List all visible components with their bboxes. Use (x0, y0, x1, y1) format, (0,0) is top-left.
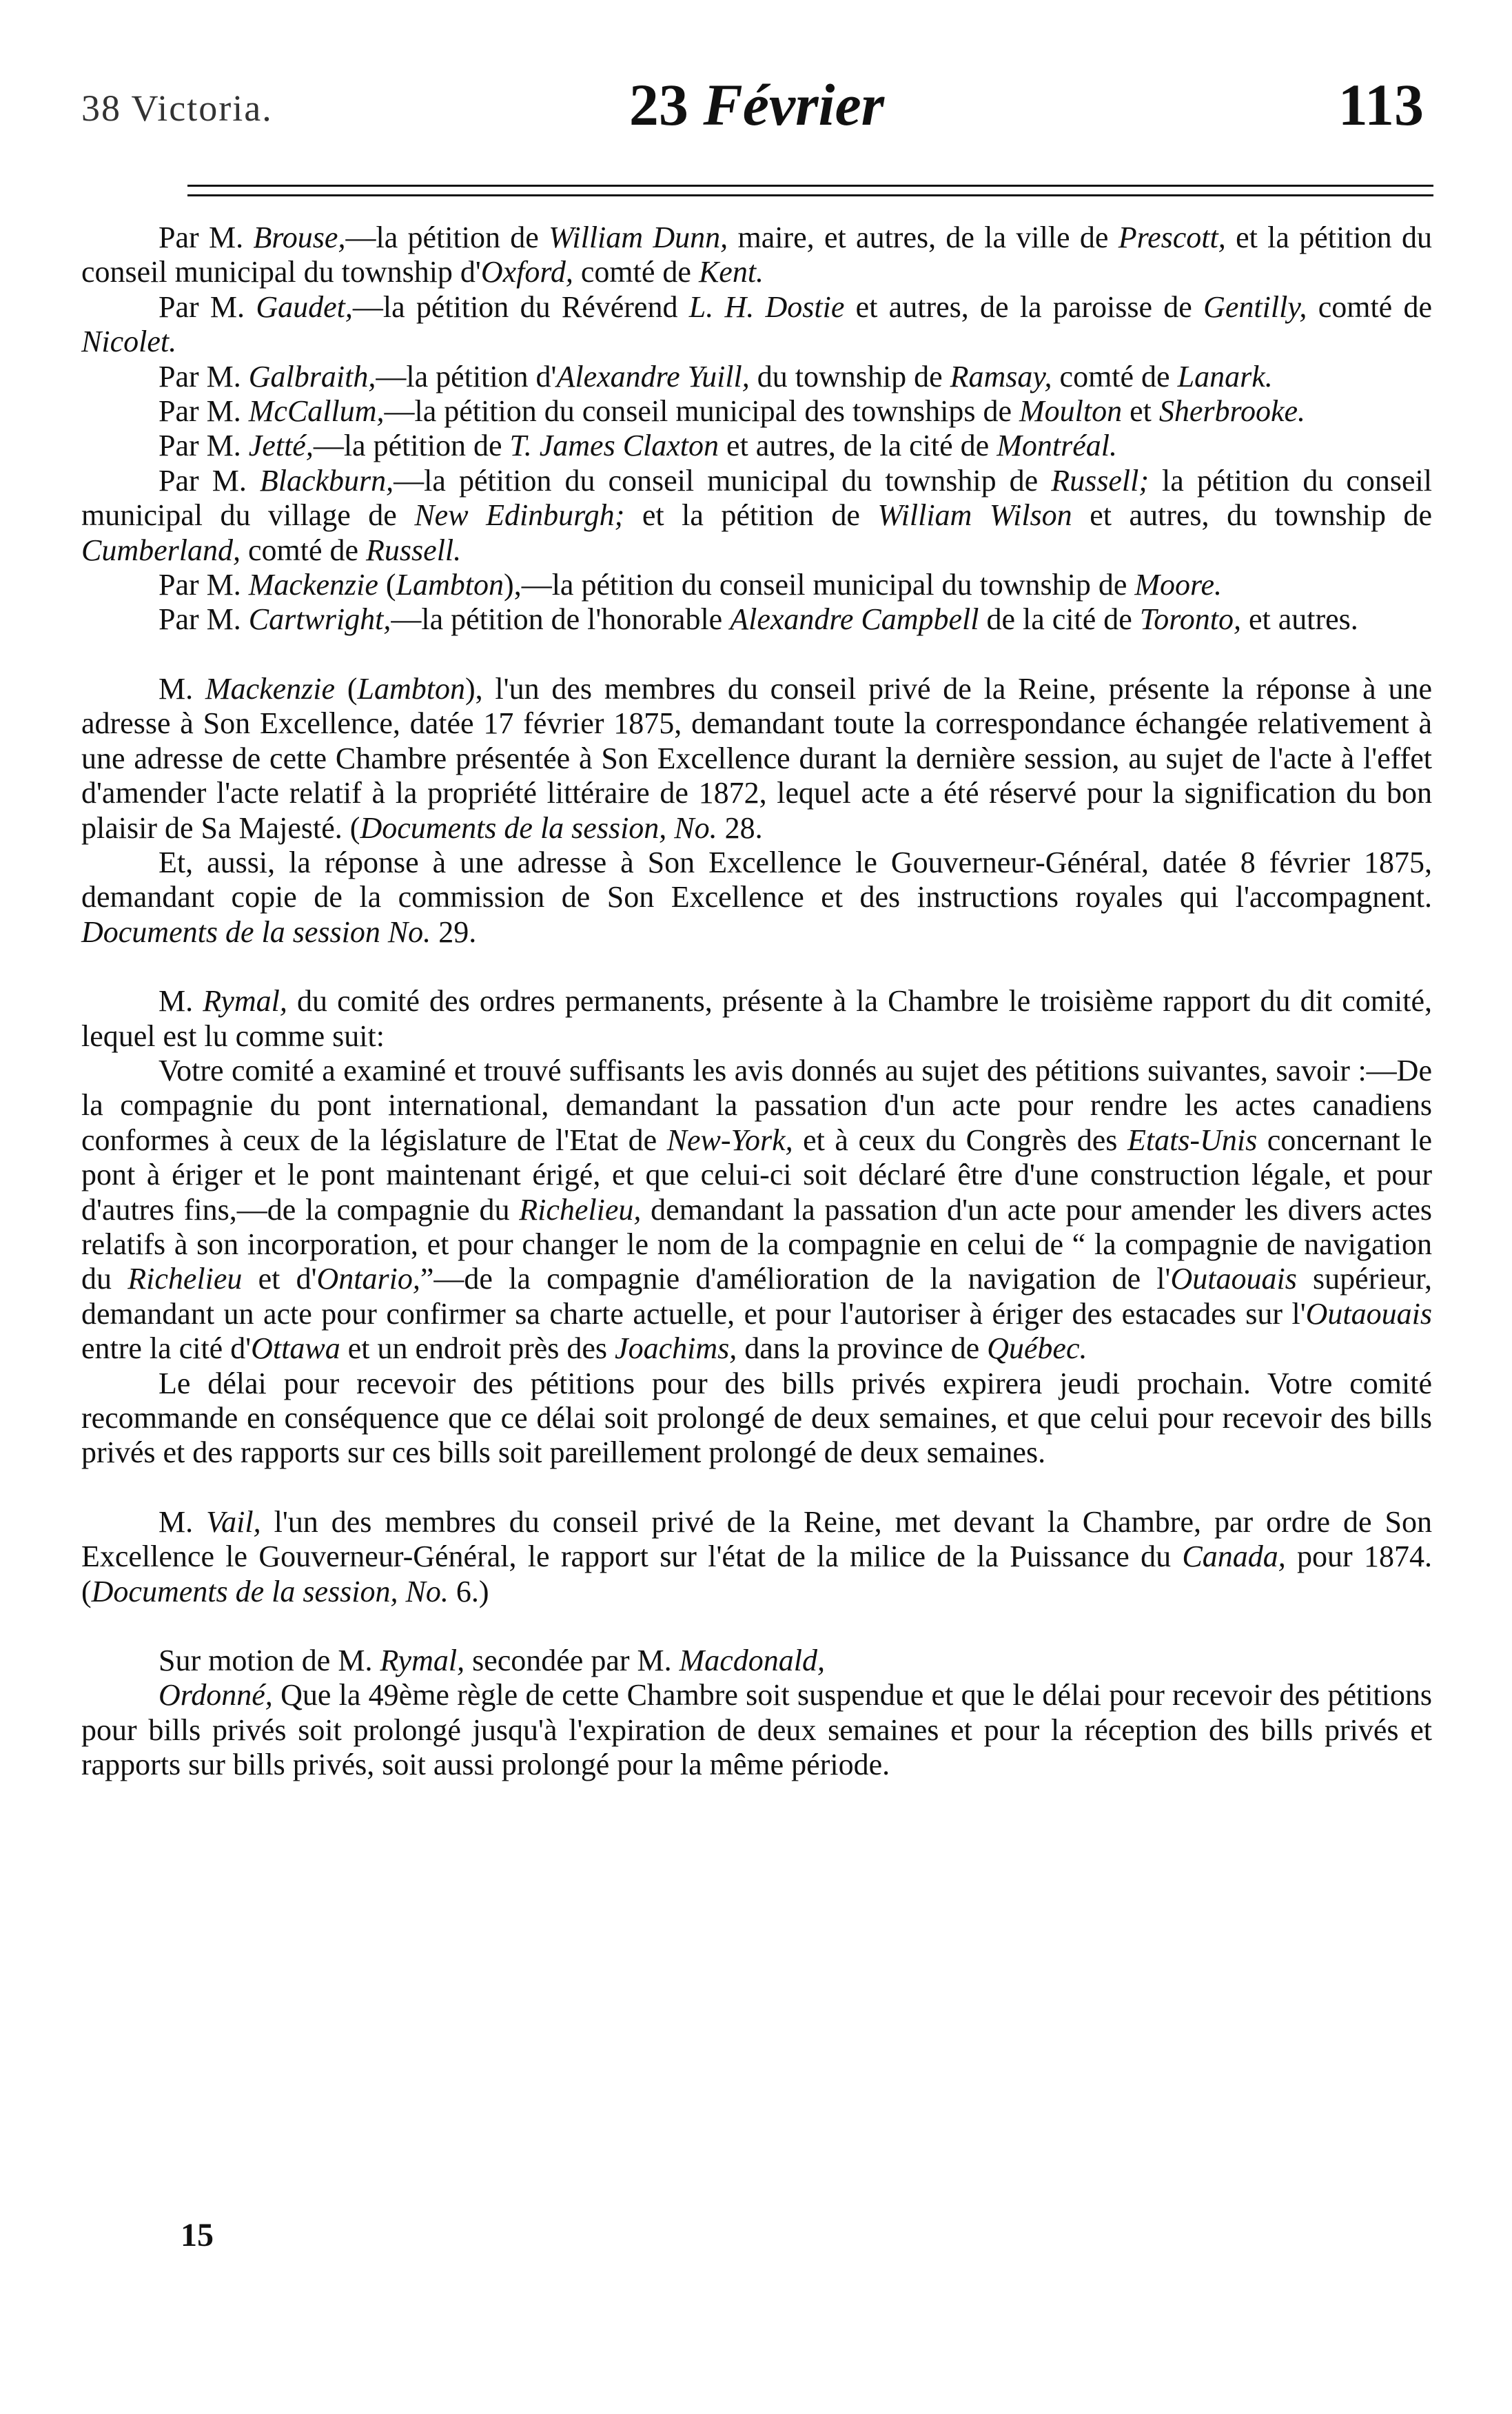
italic-name: Blackburn, (259, 463, 394, 498)
date-month: Février (703, 72, 885, 138)
paragraph: Par M. Cartwright,—la pétition de l'honorable Alexandre Campbell de la cité de Toronto, et autres. (159, 602, 1358, 637)
paragraph: M. Rymal, du comité des ordres permanents, présente à la Chambre le troisième rapport du dit comité, lequel est lu comme suit: (81, 984, 1432, 1053)
italic-name: Cumberland, (81, 533, 241, 567)
paragraph: Votre comité a examiné et trouvé suffisants les avis donnés au sujet des pétitions suivantes, savoir :—De la compagnie du pont international, demandant la passation d'un acte pour rendre les actes canadiens conformes à ceux de la législature de l'Etat de New-York, et à ceux du Congrès des Etats-Unis concernant le pont à ériger et le pont maintenant érigé, et que celui-ci soit déclaré être d'une construction légale, et pour d'autres fins,—de la compagnie du Richelieu, demandant la passation d'un acte pour amender les divers actes relatifs à son incorporation, et pour changer le nom de la compagnie en celui de “ la compagnie de navigation du Richelieu et d'Ontario,”—de la compagnie d'amélioration de la navigation de l'Outaouais supérieur, demandant un acte pour confirmer sa charte actuelle, et pour l'autoriser à ériger des estacades sur l'Outaouais entre la cité d'Ottawa et un endroit près des Joachims, dans la province de Québec. (81, 1053, 1433, 1366)
italic-name: William Wilson (877, 498, 1072, 533)
paragraph: Par M. Blackburn,—la pétition du conseil municipal du township de Russell; la pétition du conseil municipal du village de New Edinburgh; et la pétition de William Wilson et autres, du township de Cumberland, comté de Russell. (81, 463, 1432, 567)
italic-name: Ordonné, (159, 1678, 273, 1712)
paragraph: Et, aussi, la réponse à une adresse à Son Excellence le Gouverneur-Général, datée 8 février 1875, demandant copie de la commission de Son Excellence et des instructions royales qui l'accompagnent. Documents de la session No. 29. (81, 845, 1432, 949)
italic-name: Lanark. (1177, 359, 1273, 393)
page-body (81, 221, 1432, 1783)
italic-name: Lambton (357, 671, 465, 706)
paragraph: Par M. Gaudet,—la pétition du Révérend L. H. Dostie et autres, de la paroisse de Gentilly, comté de Nicolet. (81, 289, 1433, 359)
italic-name: New-York, (666, 1123, 793, 1157)
paragraph: Par M. Galbraith,—la pétition d'Alexandre Yuill, du township de Ramsay, comté de Lanark. (159, 359, 1273, 393)
italic-name: Rymal, (203, 984, 287, 1019)
paragraph: Le délai pour recevoir des pétitions pour des bills privés expirera jeudi prochain. Votre comité recommande en conséquence que ce délai soit prolongé de deux semaines, et que celui pour recevoir des bills privés et des rapports sur ces bills soit pareillement prolongé de deux semaines. (81, 1366, 1432, 1470)
paragraph: Par M. McCallum,—la pétition du conseil municipal des townships de Moulton et Sherbrooke. (159, 394, 1306, 429)
italic-name: McCallum, (248, 394, 385, 429)
page-header (81, 66, 1432, 142)
italic-name: Alexandre Campbell (730, 602, 979, 637)
italic-name: Vail, (206, 1504, 261, 1539)
italic-name: Oxford, (480, 255, 573, 289)
italic-name: Joachims, (615, 1331, 737, 1366)
paragraph: Par M. Mackenzie (Lambton),—la pétition du conseil municipal du township de Moore. (159, 568, 1223, 602)
italic-name: Prescott, (1118, 221, 1226, 254)
italic-name: L. H. Dostie (688, 289, 845, 324)
italic-name: Russell; (1051, 463, 1149, 498)
italic-name: Québec. (987, 1331, 1087, 1366)
italic-name: Rymal, (380, 1644, 465, 1678)
italic-name: Outaouais (1305, 1296, 1432, 1331)
header-rule-bottom (187, 194, 1433, 196)
italic-name: Kent. (698, 255, 764, 289)
italic-name: Richelieu, (519, 1192, 642, 1227)
italic-name: Macdonald, (679, 1644, 826, 1678)
italic-name: Lambton (396, 568, 504, 602)
italic-name: Ramsay, (950, 359, 1052, 393)
italic-name: Ontario, (316, 1262, 420, 1296)
running-head-date (81, 70, 1432, 139)
running-head-volume: 38 Victoria. (81, 88, 273, 129)
italic-name: Alexandre Yuill, (556, 359, 750, 393)
italic-name: Galbraith, (248, 359, 376, 393)
paragraph: Par M. Jetté,—la pétition de T. James Claxton et autres, de la cité de Montréal. (159, 429, 1117, 463)
page-number: 113 (1338, 72, 1424, 138)
italic-name: Outaouais (1170, 1262, 1297, 1296)
italic-name: Moulton (1019, 394, 1123, 429)
italic-name: Brouse, (253, 221, 346, 254)
italic-name: T. James Claxton (509, 429, 719, 463)
italic-name: Moore. (1134, 568, 1223, 602)
italic-name: Gaudet, (256, 289, 353, 324)
italic-name: Ottawa (251, 1331, 340, 1366)
italic-name: Montréal. (997, 429, 1117, 463)
paragraph: M. Mackenzie (Lambton), l'un des membres du conseil privé de la Reine, présente la réponse à une adresse à Son Excellence, datée 17 février 1875, demandant toute la correspondance échangée relativement à une adresse de cette Chambre présentée à Son Excellence durant la dernière session, au sujet de l'acte à l'effet d'amender l'acte relatif à la propriété littéraire de 1872, lequel acte a été réservé pour la signification du bon plaisir de Sa Majesté. (Documents de la session, No. 28. (81, 671, 1432, 845)
italic-name: Nicolet. (81, 325, 177, 359)
italic-name: Sherbrooke. (1158, 394, 1306, 429)
italic-name: Documents de la session, No. (91, 1574, 449, 1608)
italic-name: Mackenzie (248, 568, 378, 602)
paragraph: Ordonné, Que la 49ème règle de cette Chambre soit suspendue et que le délai pour recevoir des pétitions pour bills privés soit prolongé jusqu'à l'expiration de deux semaines et pour la réception des bills privés et rapports sur bills privés, soit aussi prolongé pour la même période. (81, 1678, 1432, 1782)
italic-name: Documents de la session No. (81, 914, 431, 949)
italic-name: Richelieu (127, 1262, 243, 1296)
paragraph: M. Vail, l'un des membres du conseil privé de la Reine, met devant la Chambre, par ordre de Son Excellence le Gouverneur-Général, le rapport sur l'état de la milice de la Puissance du Canada, pour 1874. (Documents de la session, No. 6.) (81, 1504, 1433, 1608)
italic-name: Toronto, (1139, 602, 1241, 637)
italic-name: Russell. (366, 533, 462, 567)
italic-name: William Dunn, (549, 221, 728, 254)
paragraph: Par M. Brouse,—la pétition de William Dunn, maire, et autres, de la ville de Prescott, et la pétition du conseil municipal du township d'Oxford, comté de Kent. (81, 221, 1432, 289)
italic-name: Gentilly, (1203, 289, 1307, 324)
date-day: 23 (629, 72, 688, 138)
header-rule-top (187, 185, 1433, 187)
signature-mark: 15 (181, 2217, 214, 2253)
italic-name: Jetté, (248, 429, 314, 463)
italic-name: Mackenzie (205, 671, 336, 706)
italic-name: Cartwright, (248, 602, 391, 637)
italic-name: Canada, (1182, 1540, 1286, 1574)
italic-name: Etats-Unis (1127, 1123, 1258, 1157)
paragraph: Sur motion de M. Rymal, secondée par M. Macdonald, (159, 1644, 826, 1678)
italic-name: New Edinburgh; (414, 498, 625, 533)
italic-name: Documents de la session, No. (360, 810, 717, 845)
